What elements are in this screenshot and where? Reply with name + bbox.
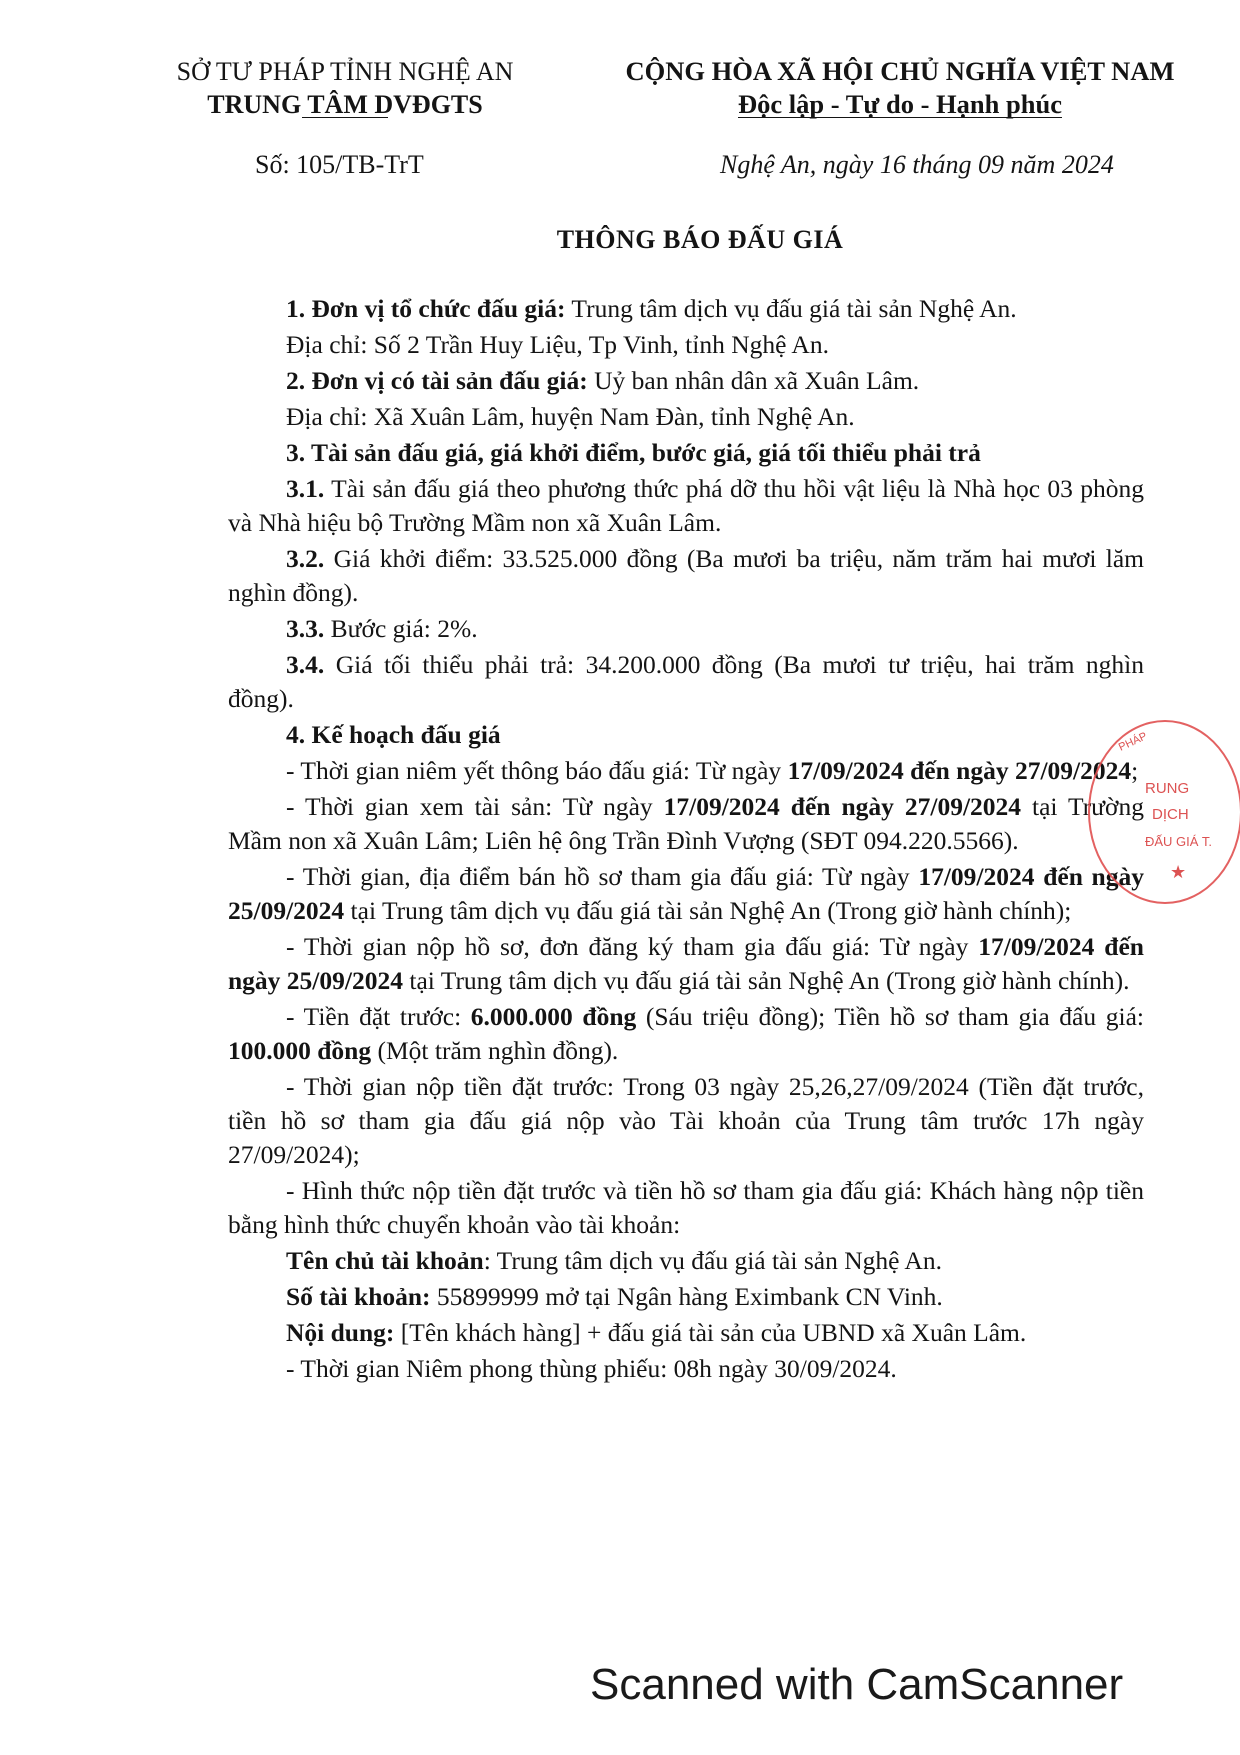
account-name-label: Tên chủ tài khoản	[286, 1246, 484, 1275]
plan-item-selling-dates: 17/09/2024 đến ngày 25/09/2024	[228, 862, 1144, 925]
section-3-3	[228, 612, 1144, 646]
section-3-1-text: Tài sản đấu giá theo phương thức phá dỡ thu hồi vật liệu là Nhà học 03 phòng và Nhà hiệu bộ Trường Mầm non xã Xuân Lâm.	[228, 474, 1144, 537]
plan-item-submitting-location: tại Trung tâm dịch vụ đấu giá tài sản Nghệ An (Trong giờ hành chính).	[402, 966, 1130, 995]
stamp-text-line2: DỊCH	[1152, 806, 1189, 823]
section-3-heading	[228, 436, 1144, 470]
section-3-4-text: Giá tối thiểu phải trả: 34.200.000 đồng (Ba mươi tư triệu, hai trăm nghìn đồng).	[228, 650, 1144, 713]
plan-item-posting-dates: 17/09/2024 đến ngày 27/09/2024	[787, 756, 1132, 785]
plan-item-selling-location: tại Trung tâm dịch vụ đấu giá tài sản Nghệ An (Trong giờ hành chính);	[344, 896, 1072, 925]
plan-item-payment-method: - Hình thức nộp tiền đặt trước và tiền hồ sơ tham gia đấu giá: Khách hàng nộp tiền bằng hình thức chuyển khoản vào tài khoản:	[228, 1176, 1144, 1239]
transfer-content-value: [Tên khách hàng] + đấu giá tài sản của UBND xã Xuân Lâm.	[394, 1318, 1027, 1347]
account-name-value: : Trung tâm dịch vụ đấu giá tài sản Nghệ An.	[483, 1246, 942, 1275]
section-3-2-number: 3.2.	[286, 544, 325, 573]
section-3-1-number: 3.1.	[286, 474, 325, 503]
account-number	[228, 1280, 1144, 1314]
plan-item-viewing-location: tại Trường Mầm non xã Xuân Lâm; Liên hệ ông Trần Đình Vượng (SĐT 094.220.5566).	[228, 792, 1144, 855]
issuer-center: TRUNG TÂM DVĐGTS	[207, 90, 483, 119]
section-1-value: Trung tâm dịch vụ đấu giá tài sản Nghệ An.	[565, 294, 1017, 323]
star-icon: ★	[1170, 862, 1187, 882]
account-name	[228, 1244, 1144, 1278]
plan-item-deposit-middle: (Sáu triệu đồng); Tiền hồ sơ tham gia đấu giá:	[636, 1002, 1144, 1031]
section-2-value: Uỷ ban nhân dân xã Xuân Lâm.	[587, 366, 920, 395]
transfer-content	[228, 1316, 1144, 1350]
plan-item-posting	[228, 754, 1144, 788]
document-body	[228, 292, 1144, 1388]
plan-item-deposit	[228, 1000, 1144, 1068]
red-seal-stamp	[1088, 720, 1240, 904]
dossier-fee-amount: 100.000 đồng	[228, 1036, 372, 1065]
section-1-label: 1. Đơn vị tổ chức đấu giá:	[286, 294, 566, 323]
stamp-text-line3: ĐẤU GIÁ T.	[1145, 834, 1212, 849]
section-1	[228, 292, 1144, 326]
issuer-department: SỞ TƯ PHÁP TỈNH NGHỆ AN	[176, 57, 514, 86]
section-1-address: Địa chỉ: Số 2 Trần Huy Liệu, Tp Vinh, tỉnh Nghệ An.	[286, 330, 829, 359]
plan-item-submitting-text: - Thời gian nộp hồ sơ, đơn đăng ký tham gia đấu giá: Từ ngày	[286, 932, 979, 961]
section-3-2-text: Giá khởi điểm: 33.525.000 đồng (Ba mươi ba triệu, năm trăm hai mươi lăm nghìn đồng).	[228, 544, 1144, 607]
document-title	[0, 225, 1240, 255]
section-3-1	[228, 472, 1144, 540]
document-number: Số: 105/TB-TrT	[255, 150, 424, 179]
plan-item-deposit-time: - Thời gian nộp tiền đặt trước: Trong 03 ngày 25,26,27/09/2024 (Tiền đặt trước, tiền hồ sơ tham gia đấu giá nộp vào Tài khoản của Trung tâm trước 17h ngày 27/09/2024);	[228, 1072, 1144, 1169]
account-number-value: 55899999 mở tại Ngân hàng Eximbank CN Vinh.	[430, 1282, 943, 1311]
section-2-label: 2. Đơn vị có tài sản đấu giá:	[286, 366, 588, 395]
plan-item-posting-end: ;	[1131, 756, 1139, 785]
section-3-3-text: Bước giá: 2%.	[324, 614, 478, 643]
plan-item-selling-text: - Thời gian, địa điểm bán hồ sơ tham gia đấu giá: Từ ngày	[286, 862, 919, 891]
plan-item-posting-text: - Thời gian niêm yết thông báo đấu giá: Từ ngày	[286, 756, 788, 785]
plan-item-viewing	[228, 790, 1144, 858]
section-4-heading	[228, 718, 1144, 752]
national-name: CỘNG HÒA XÃ HỘI CHỦ NGHĨA VIỆT NAM	[625, 56, 1175, 86]
scanner-watermark: Scanned with CamScanner	[590, 1660, 1124, 1709]
section-3-heading-text: 3. Tài sản đấu giá, giá khởi điểm, bước giá, giá tối thiểu phải trả	[286, 438, 981, 467]
plan-item-ballot-sealing: - Thời gian Niêm phong thùng phiếu: 08h ngày 30/09/2024.	[286, 1354, 897, 1383]
document-title-text: THÔNG BÁO ĐẤU GIÁ	[556, 225, 844, 254]
deposit-amount: 6.000.000 đồng	[470, 1002, 637, 1031]
section-2-address: Địa chỉ: Xã Xuân Lâm, huyện Nam Đàn, tỉnh Nghệ An.	[286, 402, 855, 431]
plan-item-submitting-dossier	[228, 930, 1144, 998]
national-header	[600, 55, 1200, 121]
section-3-4	[228, 648, 1144, 716]
section-2	[228, 364, 1144, 398]
transfer-content-label: Nội dung:	[286, 1318, 395, 1347]
stamp-text-top: PHÁP	[1116, 730, 1150, 754]
national-motto: Độc lập - Tự do - Hạnh phúc	[738, 89, 1062, 119]
document-date: Nghệ An, ngày 16 tháng 09 năm 2024	[720, 150, 1114, 179]
plan-item-viewing-text: - Thời gian xem tài sản: Từ ngày	[286, 792, 664, 821]
stamp-text-line1: RUNG	[1145, 780, 1190, 797]
plan-item-selling-dossier	[228, 860, 1144, 928]
issuer-header	[145, 55, 545, 121]
plan-item-deposit-text: - Tiền đặt trước:	[286, 1002, 471, 1031]
plan-item-submitting-dates: 17/09/2024 đến ngày 25/09/2024	[228, 932, 1144, 995]
section-4-heading-text: 4. Kế hoạch đấu giá	[286, 720, 501, 749]
section-3-4-number: 3.4.	[286, 650, 325, 679]
plan-item-deposit-end: (Một trăm nghìn đồng).	[371, 1036, 619, 1065]
account-number-label: Số tài khoản:	[286, 1282, 431, 1311]
section-3-2	[228, 542, 1144, 610]
plan-item-viewing-dates: 17/09/2024 đến ngày 27/09/2024	[663, 792, 1022, 821]
section-3-3-number: 3.3.	[286, 614, 325, 643]
